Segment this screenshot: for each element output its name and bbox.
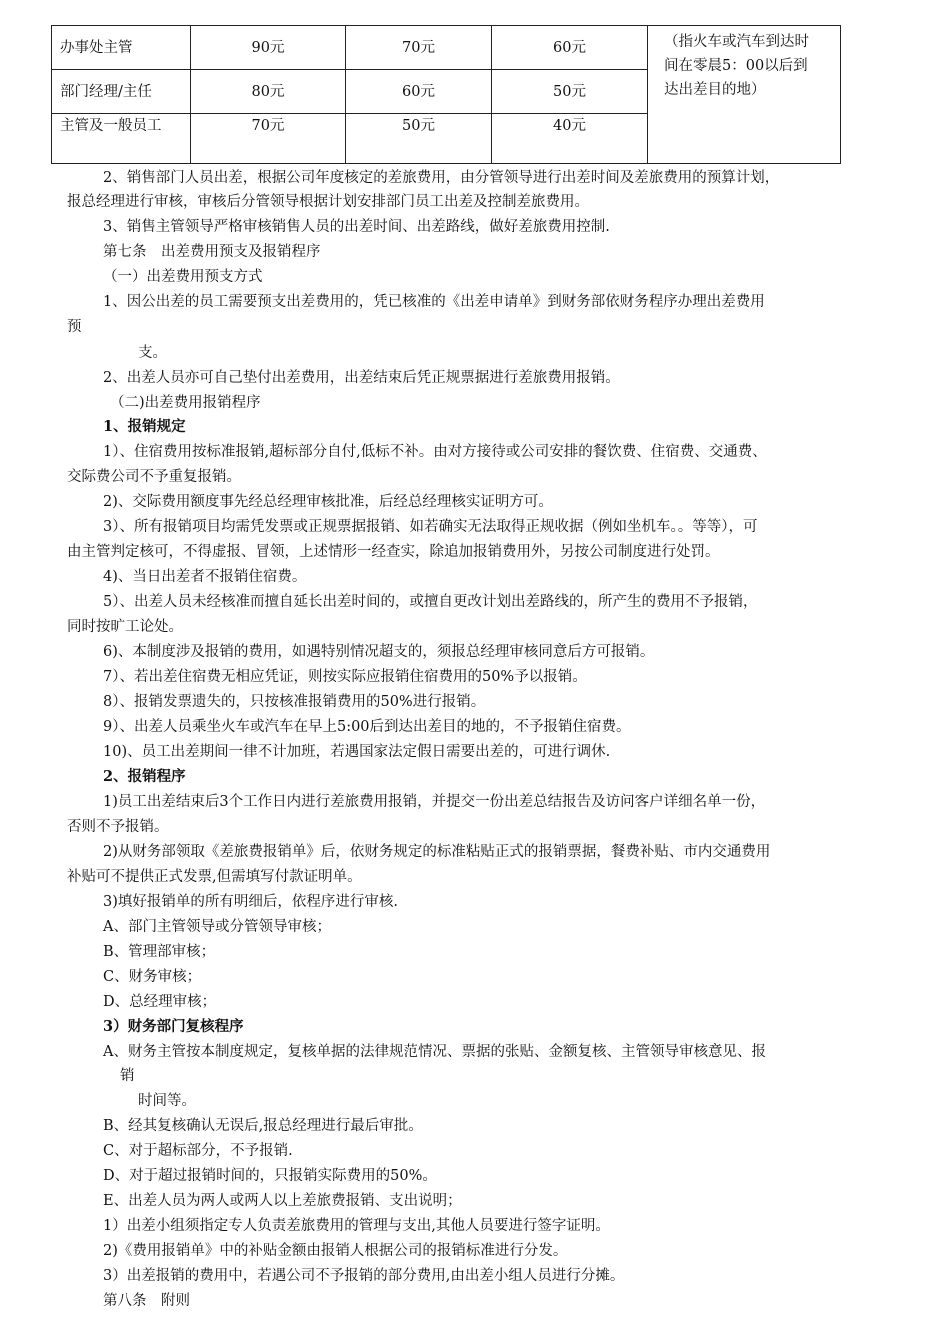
table-row: [52, 26, 841, 70]
article-heading: 第七条 出差费用预支及报销程序: [103, 244, 321, 260]
table-cell-value: 50元: [492, 70, 648, 114]
list-item: 3）出差报销的费用中，若遇公司不予报销的部分费用,由出差小组人员进行分摊。: [103, 1268, 625, 1284]
travel-allowance-table: [51, 25, 841, 164]
paragraph-line: 同时按旷工论处。: [67, 619, 183, 635]
paragraph-line: 销: [120, 1068, 135, 1084]
paragraph-line: 交际费公司不予重复报销。: [67, 469, 241, 485]
table-cell-value: 50元: [346, 114, 492, 164]
table-cell-value: 60元: [346, 70, 492, 114]
paragraph-line: 预: [67, 319, 82, 335]
paragraph-line: 3)填好报销单的所有明细后，依程序进行审核.: [103, 894, 398, 910]
table-cell-value: 40元: [492, 114, 648, 164]
note-line: 间在零晨5：00以后到: [664, 58, 808, 74]
paragraph-line: 1)员工出差结束后3个工作日内进行差旅费用报销，并提交一份出差总结报告及访问客户详细名单一份，: [103, 794, 766, 810]
list-item: C、财务审核；: [103, 969, 202, 985]
paragraph-line: 2)从财务部领取《差旅费报销单》后，依财务规定的标准粘贴正式的报销票据，餐费补贴、市内交通费用: [103, 844, 771, 860]
table-cell-value: 80元: [191, 70, 346, 114]
list-item: B、管理部审核；: [103, 944, 216, 960]
list-item: D、总经理审核；: [103, 994, 217, 1010]
paragraph-line: 否则不予报销。: [67, 819, 169, 835]
paragraph-line: 9）、出差人员乘坐火车或汽车在早上5:00后到达出差目的地的，不予报销住宿费。: [103, 719, 631, 735]
paragraph-line: 7）、若出差住宿费无相应凭证，则按实际应报销住宿费用的50%予以报销。: [103, 669, 587, 685]
table-cell-value: 70元: [346, 26, 492, 70]
article-heading: 第八条 附则: [103, 1293, 190, 1309]
list-item: A、部门主管领导或分管领导审核；: [103, 919, 331, 935]
list-item: D、对于超过报销时间的，只报销实际费用的50%。: [103, 1168, 437, 1184]
paragraph-line: 3）、所有报销项目均需凭发票或正规票据报销、如若确实无法取得正规收据（例如坐机车。。等等），可: [103, 519, 758, 535]
table-note-cell: [648, 26, 841, 164]
list-item: C、对于超标部分，不予报销.: [103, 1143, 293, 1159]
list-item: 2)《费用报销单》中的补贴金额由报销人根据公司的报销标准进行分发。: [103, 1243, 568, 1259]
note-line: 达出差目的地）: [664, 82, 766, 98]
table-cell-role: 办事处主管: [52, 26, 191, 70]
paragraph-line: 6)、本制度涉及报销的费用，如遇特别情况超支的，须报总经理审核同意后方可报销。: [103, 644, 655, 660]
note-line: （指火车或汽车到达时: [664, 34, 809, 50]
subsection-heading: 3）财务部门复核程序: [103, 1018, 244, 1035]
paragraph-line: 1）、住宿费用按标准报销,超标部分自付,低标不补。由对方接待或公司安排的餐饮费、住宿费、交通费、: [103, 444, 767, 460]
paragraph-line: 8）、报销发票遗失的，只按核准报销费用的50%进行报销。: [103, 694, 486, 710]
paragraph-line: 由主管判定核可，不得虚报、冒领，上述情形一经查实，除追加报销费用外，另按公司制度进行处罚。: [67, 544, 720, 560]
paragraph-line: 2)、交际费用额度事先经总经理审核批准，后经总经理核实证明方可。: [103, 494, 553, 510]
table-cell-value: 90元: [191, 26, 346, 70]
list-item: E、出差人员为两人或两人以上差旅费报销、支出说明；: [103, 1193, 462, 1209]
subsection-heading: 2、报销程序: [103, 768, 186, 785]
paragraph-line: 1、因公出差的员工需要预支出差费用的，凭已核准的《出差申请单》到财务部依财务程序办理出差费用: [103, 294, 765, 310]
paragraph-line: 3、销售主管领导严格审核销售人员的出差时间、出差路线，做好差旅费用控制.: [103, 219, 610, 235]
paragraph-line: 4)、当日出差者不报销住宿费。: [103, 569, 307, 585]
paragraph-line: 10)、员工出差期间一律不计加班，若遇国家法定假日需要出差的，可进行调休.: [103, 744, 611, 760]
paragraph-line: 补贴可不提供正式发票,但需填写付款证明单。: [67, 869, 362, 885]
paragraph-line: 支。: [138, 345, 167, 361]
paragraph-line: A、财务主管按本制度规定，复核单据的法律规范情况、票据的张贴、金额复核、主管领导审核意见、报: [103, 1044, 766, 1060]
paragraph-line: 5）、出差人员未经核准而擅自延长出差时间的，或擅自更改计划出差路线的，所产生的费用不予报销，: [103, 594, 758, 610]
list-item: B、经其复核确认无误后,报总经理进行最后审批。: [103, 1118, 423, 1134]
table-cell-value: 70元: [191, 114, 346, 164]
paragraph-line: 报总经理进行审核，审核后分管领导根据计划安排部门员工出差及控制差旅费用。: [67, 194, 589, 210]
table-cell-role: 主管及一般员工: [52, 114, 191, 164]
section-heading: （二)出差费用报销程序: [110, 395, 261, 411]
table-cell-value: 60元: [492, 26, 648, 70]
paragraph-line: 2、出差人员亦可自己垫付出差费用，出差结束后凭正规票据进行差旅费用报销。: [103, 370, 620, 386]
list-item: 1）出差小组须指定专人负责差旅费用的管理与支出,其他人员要进行签字证明。: [103, 1218, 610, 1234]
paragraph-line: 2、销售部门人员出差，根据公司年度核定的差旅费用，由分管领导进行出差时间及差旅费用的预算计划，: [103, 170, 780, 186]
table-cell-role: 部门经理/主任: [52, 70, 191, 114]
section-heading: （一）出差费用预支方式: [103, 269, 263, 285]
paragraph-line: 时间等。: [138, 1093, 196, 1109]
subsection-heading: 1、报销规定: [103, 418, 186, 435]
